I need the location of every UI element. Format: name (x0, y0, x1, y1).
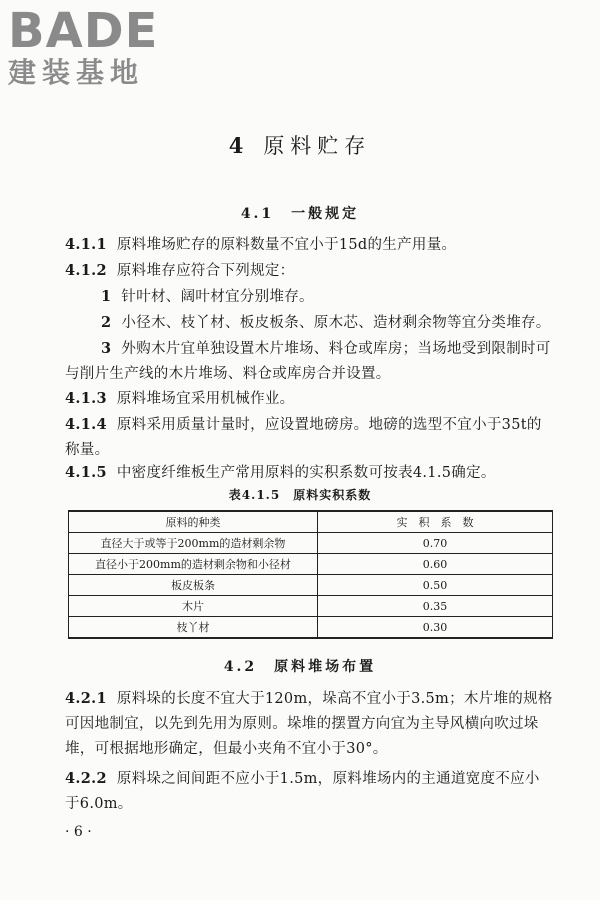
table-row (69, 554, 553, 575)
clause-number: 4.1.4 (65, 416, 107, 433)
item-number: 2 (101, 314, 112, 331)
item-text: 小径木、枝丫材、板皮板条、原木芯、造材剩余物等宜分类堆存。 (121, 315, 551, 331)
table-cell: 0.30 (318, 617, 553, 639)
table-row (69, 596, 553, 617)
clause-text: 原料堆场贮存的原料数量不宜小于15d的生产用量。 (116, 237, 457, 253)
clause-4-1-2 (65, 258, 553, 284)
clause-4-1-2-item-1 (101, 284, 553, 310)
clause-number: 4.1.3 (65, 390, 107, 407)
clause-number: 4.1.1 (65, 236, 107, 253)
clause-text: 原料垛之间间距不应小于1.5m，原料堆场内的主通道宽度不应小于6.0m。 (65, 771, 540, 812)
table-cell: 0.70 (318, 533, 553, 554)
clause-4-2-2 (65, 766, 553, 817)
section-title-4-2: 4.2 原料堆场布置 (223, 659, 377, 675)
table-row (69, 575, 553, 596)
item-number: 3 (101, 340, 112, 357)
table-cell: 直径大于或等于200mm的造材剩余物 (69, 533, 318, 554)
table-header-cell: 实 积 系 数 (318, 511, 553, 533)
clause-4-1-2-item-2 (101, 310, 553, 336)
chapter-title (0, 130, 600, 160)
clause-4-1-4 (65, 412, 553, 463)
table-cell: 木片 (69, 596, 318, 617)
table-cell: 枝丫材 (69, 617, 318, 639)
page-number: · 6 · (65, 824, 92, 840)
table-cell: 0.50 (318, 575, 553, 596)
clause-text: 中密度纤维板生产常用原料的实积系数可按表4.1.5确定。 (116, 465, 496, 481)
clause-text: 原料采用质量计量时，应设置地磅房。地磅的选型不宜小于35t的称量。 (65, 417, 542, 458)
logo-subtitle: 建装基地 (8, 56, 145, 89)
table-cell: 直径小于200mm的造材剩余物和小径材 (69, 554, 318, 575)
clause-number: 4.1.2 (65, 262, 107, 279)
table-caption: 表4.1.5 原料实积系数 (228, 488, 372, 502)
table-cell: 0.35 (318, 596, 553, 617)
section-title-4-1: 4.1 一般规定 (240, 206, 360, 222)
chapter-number: 4 (228, 133, 250, 158)
clause-text: 原料堆场宜采用机械作业。 (116, 391, 295, 407)
table-row (69, 533, 553, 554)
clause-number: 4.1.5 (65, 464, 107, 481)
coefficient-table (68, 510, 553, 639)
clause-text: 原料堆存应符合下列规定： (116, 263, 295, 279)
table-header-cell: 原料的种类 (69, 511, 318, 533)
table-cell: 0.60 (318, 554, 553, 575)
logo-wordmark: BADE (8, 3, 159, 59)
logo (8, 3, 178, 89)
clause-4-1-3 (65, 386, 553, 412)
chapter-name: 原料贮存 (263, 134, 372, 158)
clause-4-2-1 (65, 686, 553, 762)
item-text: 外购木片宜单独设置木片堆场、料仓或库房；当场地受到限制时可与削片生产线的木片堆场、料仓或库房合并设置。 (65, 341, 551, 382)
clause-text: 原料垛的长度不宜大于120m，垛高不宜小于3.5m；木片堆的规格可因地制宜，以先到先用为原则。垛堆的摆置方向宜为主导风横向吹过垛堆，可根据地形确定，但最小夹角不宜小于30°。 (65, 691, 553, 757)
clause-number: 4.2.2 (65, 770, 107, 787)
clause-4-1-1 (65, 232, 553, 258)
table-row (69, 617, 553, 639)
clause-number: 4.2.1 (65, 690, 107, 707)
item-number: 1 (101, 288, 112, 305)
table-cell: 板皮板条 (69, 575, 318, 596)
clause-4-1-2-item-3 (65, 336, 553, 387)
table-header-row (69, 511, 553, 533)
item-text: 针叶材、阔叶材宜分别堆存。 (121, 289, 314, 305)
clause-4-1-5 (65, 460, 553, 486)
